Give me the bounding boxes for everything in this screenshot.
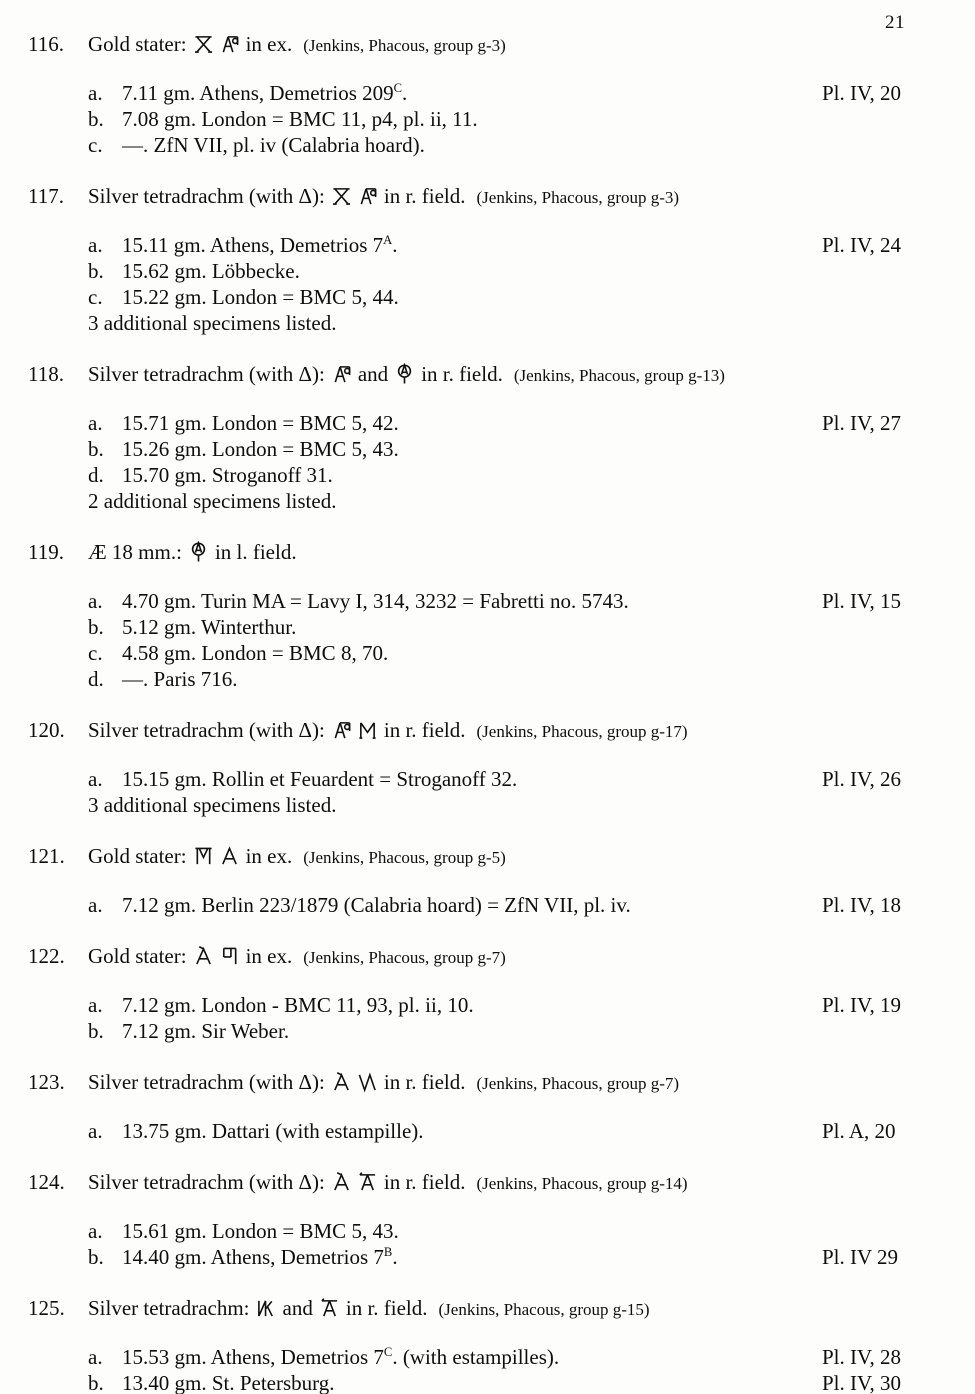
specimen-letter: c. <box>88 133 103 157</box>
plate-reference: Pl. IV 29 <box>822 1245 899 1269</box>
specimen-list <box>28 1118 930 1144</box>
monogram-hv-icon <box>358 719 377 748</box>
additional-specimens-note: 3 additional specimens listed. <box>88 793 337 817</box>
specimen-letter: b. <box>88 107 104 131</box>
catalog-entry <box>28 360 930 514</box>
title-text: in r. field. <box>383 184 466 208</box>
specimen-text <box>122 106 930 132</box>
entry-source: (Jenkins, Phacous, group g-3) <box>303 36 506 55</box>
specimen-text <box>122 462 930 488</box>
specimen-text <box>122 640 930 666</box>
specimen-text <box>122 1244 816 1270</box>
specimen-text-main: —. ZfN VII, pl. iv (Calabria hoard). <box>122 133 425 157</box>
specimen-letter: b. <box>88 1019 104 1043</box>
monogram-hvbar-icon <box>194 845 213 874</box>
specimen-list <box>28 1218 930 1270</box>
entry-title <box>88 944 506 968</box>
specimen-letter: a. <box>88 767 103 791</box>
title-text: in r. field. <box>421 362 503 386</box>
specimen-text <box>122 992 816 1018</box>
title-text: in ex. <box>245 32 293 56</box>
specimen-letter: d. <box>88 667 104 691</box>
specimen-text-main: 5.12 gm. Winterthur. <box>122 615 297 639</box>
specimen-text-main: 15.53 gm. Athens, Demetrios 7 <box>122 1345 384 1369</box>
specimen-text-main: —. Paris 716. <box>122 667 238 691</box>
monogram-ap-icon <box>332 363 351 392</box>
specimen-text-main: 14.40 gm. Athens, Demetrios 7 <box>122 1245 384 1269</box>
title-text: Silver tetradrachm: <box>88 1296 250 1320</box>
specimen-row <box>28 1344 930 1370</box>
specimen-letter: b. <box>88 1245 104 1269</box>
specimen-letter: b. <box>88 259 104 283</box>
specimen-text-main: 15.11 gm. Athens, Demetrios 7 <box>122 233 384 257</box>
specimen-letter: b. <box>88 1371 104 1394</box>
entry-source: (Jenkins, Phacous, group g-15) <box>438 1300 650 1319</box>
monogram-circle-a-icon <box>395 363 414 392</box>
entry-header <box>28 942 930 974</box>
specimen-text-tail: . <box>402 81 408 105</box>
monogram-a-plain-icon <box>220 845 239 874</box>
entry-number: 119. <box>28 540 64 564</box>
title-text: in r. field. <box>345 1296 428 1320</box>
specimen-row <box>28 1218 930 1244</box>
specimen-letter: b. <box>88 437 104 461</box>
specimen-text <box>122 1018 930 1044</box>
specimen-text <box>122 132 930 158</box>
specimen-row <box>28 462 930 488</box>
specimen-row <box>28 1370 930 1394</box>
entry-source: (Jenkins, Phacous, group g-14) <box>476 1174 688 1193</box>
specimen-list <box>28 892 930 918</box>
monogram-a-bar-icon <box>358 1171 377 1200</box>
specimen-text <box>122 614 930 640</box>
specimen-text <box>122 258 930 284</box>
specimen-text-main: 15.15 gm. Rollin et Feuardent = Stroganoff 32. <box>122 767 518 791</box>
additional-specimens-note: 3 additional specimens listed. <box>88 311 337 335</box>
specimen-superscript: C <box>393 81 403 95</box>
specimen-row <box>28 766 930 792</box>
plate-reference: Pl. IV, 20 <box>822 81 901 105</box>
specimen-text <box>122 232 816 258</box>
specimen-row <box>28 588 930 614</box>
catalog-entry <box>28 716 930 818</box>
entry-source: (Jenkins, Phacous, group g-17) <box>476 722 688 741</box>
monogram-ap-icon <box>220 33 239 62</box>
entry-number: 118. <box>28 362 64 386</box>
entry-header <box>28 182 930 214</box>
specimen-text <box>122 1344 816 1370</box>
page-number: 21 <box>885 12 905 33</box>
title-text: Gold stater: <box>88 944 187 968</box>
entry-number: 117. <box>28 184 64 208</box>
entry-header <box>28 30 930 62</box>
specimen-row <box>28 666 930 692</box>
entry-number: 123. <box>28 1070 65 1094</box>
entry-header <box>28 716 930 748</box>
specimen-text <box>122 588 816 614</box>
entry-number: 121. <box>28 844 65 868</box>
specimen-text <box>122 284 930 310</box>
monogram-ap-icon <box>358 185 377 214</box>
plate-reference: Pl. IV, 26 <box>822 767 901 791</box>
entry-header <box>28 842 930 874</box>
catalog-entry <box>28 182 930 336</box>
specimen-row <box>28 640 930 666</box>
specimen-letter: a. <box>88 1119 103 1143</box>
specimen-letter: a. <box>88 589 103 613</box>
entry-header <box>28 1294 930 1326</box>
title-text: Silver tetradrachm (with Δ): <box>88 1070 325 1094</box>
specimen-letter: a. <box>88 411 103 435</box>
specimen-list <box>28 588 930 692</box>
specimen-text <box>122 436 930 462</box>
specimen-text-main: 13.75 gm. Dattari (with estampille). <box>122 1119 424 1143</box>
entry-number: 120. <box>28 718 65 742</box>
entry-source: (Jenkins, Phacous, group g-3) <box>476 188 680 207</box>
entry-source: (Jenkins, Phacous, group g-13) <box>513 366 725 385</box>
catalog-entry <box>28 30 930 158</box>
title-text: Silver tetradrachm (with Δ): <box>88 362 325 386</box>
specimen-letter: a. <box>88 233 103 257</box>
entry-title <box>88 844 506 868</box>
catalog-entry <box>28 1294 930 1394</box>
title-text: in r. field. <box>383 718 466 742</box>
entry-title <box>88 184 679 208</box>
monogram-ap-icon <box>332 719 351 748</box>
monogram-p-bar-icon <box>220 945 239 974</box>
plate-reference: Pl. IV, 15 <box>822 589 901 613</box>
plate-reference: Pl. IV, 18 <box>822 893 901 917</box>
specimen-text-main: 7.12 gm. Berlin 223/1879 (Calabria hoard) = ZfN VII, pl. iv. <box>122 893 631 917</box>
specimen-text <box>122 80 816 106</box>
specimen-text-main: 7.12 gm. Sir Weber. <box>122 1019 290 1043</box>
specimen-text-main: 4.70 gm. Turin MA = Lavy I, 314, 3232 = Fabretti no. 5743. <box>122 589 629 613</box>
title-text: in r. field. <box>383 1170 466 1194</box>
monogram-x-topbar-icon <box>332 185 351 214</box>
specimen-list <box>28 232 930 336</box>
entry-number: 124. <box>28 1170 65 1194</box>
specimen-row <box>28 80 930 106</box>
entry-number: 116. <box>28 32 64 56</box>
specimen-text-main: 15.26 gm. London = BMC 5, 43. <box>122 437 399 461</box>
specimen-text <box>122 410 816 436</box>
specimen-text-tail: . <box>392 233 398 257</box>
monogram-va-icon <box>358 1071 377 1100</box>
specimen-letter: a. <box>88 1219 103 1243</box>
entry-source: (Jenkins, Phacous, group g-5) <box>303 848 506 867</box>
title-text: and <box>282 1296 313 1320</box>
entry-source: (Jenkins, Phacous, group g-7) <box>303 948 506 967</box>
specimen-letter: a. <box>88 993 103 1017</box>
plate-reference: Pl. IV, 30 <box>822 1371 901 1394</box>
specimen-letter: a. <box>88 1345 103 1369</box>
specimen-list <box>28 992 930 1044</box>
specimen-text-main: 7.11 gm. Athens, Demetrios 209 <box>122 81 394 105</box>
specimen-text <box>122 1118 816 1144</box>
specimen-text <box>122 666 930 692</box>
specimen-text-tail: . <box>392 1245 398 1269</box>
specimen-text-main: 7.08 gm. London = BMC 11, p4, pl. ii, 11. <box>122 107 478 131</box>
entry-source: (Jenkins, Phacous, group g-7) <box>476 1074 680 1093</box>
catalog-entry <box>28 1068 930 1144</box>
entry-title <box>88 1070 679 1094</box>
specimen-letter: b. <box>88 615 104 639</box>
entry-number: 125. <box>28 1296 65 1320</box>
specimen-text-main: 15.71 gm. London = BMC 5, 42. <box>122 411 399 435</box>
specimen-row <box>28 614 930 640</box>
specimen-list <box>28 766 930 818</box>
specimen-row <box>28 284 930 310</box>
title-text: Silver tetradrachm (with Δ): <box>88 184 325 208</box>
specimen-row <box>28 106 930 132</box>
specimen-row <box>28 232 930 258</box>
plate-reference: Pl. IV, 27 <box>822 411 901 435</box>
specimen-text-tail: . (with estampilles). <box>392 1345 560 1369</box>
specimen-text-main: 15.22 gm. London = BMC 5, 44. <box>122 285 399 309</box>
title-text: in r. field. <box>383 1070 466 1094</box>
monogram-a-flag-icon <box>332 1171 351 1200</box>
specimen-list <box>28 1344 930 1394</box>
monogram-circle-a-icon <box>189 541 208 570</box>
catalog-entry <box>28 842 930 918</box>
title-text: in l. field. <box>214 540 297 564</box>
specimen-text <box>122 892 816 918</box>
specimen-row <box>28 132 930 158</box>
specimen-row <box>28 892 930 918</box>
plate-reference: Pl. A, 20 <box>822 1119 896 1143</box>
specimen-text <box>122 766 816 792</box>
specimen-superscript: A <box>383 233 393 247</box>
title-text: and <box>357 362 389 386</box>
specimen-row <box>28 1118 930 1144</box>
title-text: in ex. <box>245 844 293 868</box>
specimen-row <box>28 992 930 1018</box>
entry-header <box>28 1168 930 1200</box>
catalog-entry <box>28 538 930 692</box>
entry-title <box>88 1170 688 1194</box>
specimen-letter: d. <box>88 463 104 487</box>
title-text: Gold stater: <box>88 32 187 56</box>
monogram-a-flag-icon <box>194 945 213 974</box>
plate-reference: Pl. IV, 24 <box>822 233 901 257</box>
entry-title <box>88 362 725 386</box>
plate-reference: Pl. IV, 28 <box>822 1345 901 1369</box>
specimen-text <box>122 1370 816 1394</box>
specimen-list <box>28 80 930 158</box>
monogram-x-topbar-icon <box>194 33 213 62</box>
specimen-superscript: B <box>383 1245 393 1259</box>
specimen-row <box>28 1018 930 1044</box>
specimen-letter: a. <box>88 81 103 105</box>
title-text: Gold stater: <box>88 844 187 868</box>
catalog-entry <box>28 1168 930 1270</box>
entry-number: 122. <box>28 944 65 968</box>
specimen-text <box>122 1218 930 1244</box>
specimen-superscript: C <box>383 1345 393 1359</box>
entries-list <box>28 30 930 1394</box>
specimen-text-main: 4.58 gm. London = BMC 8, 70. <box>122 641 389 665</box>
specimen-letter: c. <box>88 285 103 309</box>
specimen-text-main: 15.70 gm. Stroganoff 31. <box>122 463 333 487</box>
specimen-text-main: 15.62 gm. Löbbecke. <box>122 259 300 283</box>
specimen-letter: c. <box>88 641 103 665</box>
monogram-ak-icon <box>257 1297 276 1326</box>
entry-title <box>88 718 688 742</box>
specimen-text-main: 7.12 gm. London - BMC 11, 93, pl. ii, 10. <box>122 993 474 1017</box>
catalog-entry <box>28 942 930 1044</box>
entry-header <box>28 1068 930 1100</box>
specimen-row <box>28 258 930 284</box>
entry-header <box>28 538 930 570</box>
title-text: in ex. <box>245 944 293 968</box>
entry-title <box>88 1296 650 1320</box>
entry-header <box>28 360 930 392</box>
title-text: Silver tetradrachm (with Δ): <box>88 1170 325 1194</box>
specimen-row <box>28 436 930 462</box>
specimen-text-main: 13.40 gm. St. Petersburg. <box>122 1371 335 1394</box>
specimen-text-main: 15.61 gm. London = BMC 5, 43. <box>122 1219 399 1243</box>
entry-title <box>88 32 506 56</box>
specimen-list <box>28 410 930 514</box>
specimen-row <box>28 410 930 436</box>
monogram-a-flag-icon <box>332 1071 351 1100</box>
specimen-letter: a. <box>88 893 103 917</box>
title-text: Silver tetradrachm (with Δ): <box>88 718 325 742</box>
monogram-a-bar-icon <box>320 1297 339 1326</box>
specimen-row <box>28 1244 930 1270</box>
title-text: Æ 18 mm.: <box>88 540 182 564</box>
additional-specimens-note: 2 additional specimens listed. <box>88 489 337 513</box>
entry-title <box>88 540 304 564</box>
plate-reference: Pl. IV, 19 <box>822 993 901 1017</box>
